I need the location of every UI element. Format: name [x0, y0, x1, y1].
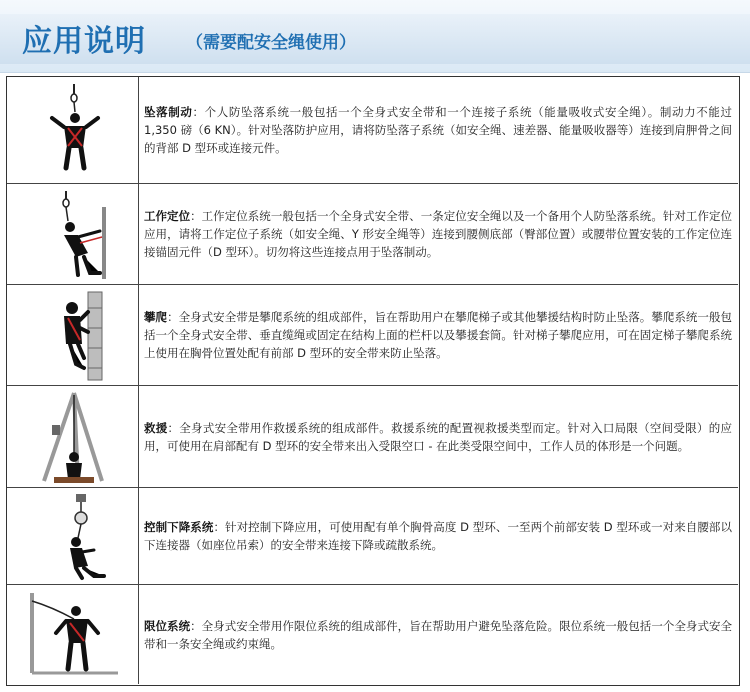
row-description: [144, 518, 732, 554]
row-term: 限位系统: [144, 618, 191, 633]
work-positioning-illustration-icon: [18, 187, 128, 282]
fall-arrest-illustration-icon: [18, 80, 128, 180]
climbing-illustration-icon: [18, 288, 128, 383]
table-row: [7, 285, 738, 386]
illustration-cell: [7, 585, 139, 684]
page-title: 应用说明: [22, 24, 146, 59]
row-text: ：全身式安全带用作限位系统的组成部件，旨在帮助用户避免坠落危险。限位系统一般包括一个全身式安全带和一条安全绳或约束绳。: [144, 618, 732, 651]
row-text: ：针对控制下降应用，可使用配有单个胸骨高度 D 型环、一至两个前部安装 D 型环或一对来自腰部以下连接器（如座位吊索）的安全带来连接下降或疏散系统。: [144, 520, 733, 552]
row-text: ：全身式安全带用作救援系统的组成部件。救援系统的配置视救援类型而定。针对入口局限（空间受限）的应用，可使用在肩部配有 D 型环的安全带来出入受限空口 - 在此类受限空间中，工作人员的体形是一个问题。: [144, 420, 732, 453]
row-text: ：个人防坠落系统一般包括一个全身式安全带和一个连接子系统（能量吸收式安全绳）。制动力不能过 1,350 磅（6 KN）。针对坠落防护应用，请将防坠落子系统（如安全绳、速差器、能量吸收器等）连接到肩胛骨之间的背部 D 型环或连接元件。: [144, 105, 733, 155]
illustration-cell: [7, 285, 139, 385]
table-row: [7, 386, 738, 488]
row-description: [144, 207, 732, 261]
description-cell: [144, 77, 732, 183]
page-subtitle: （需要配安全绳使用）: [186, 33, 356, 53]
row-term: 工作定位: [144, 209, 191, 223]
rescue-tripod-illustration-icon: [18, 389, 128, 485]
table-row: [7, 77, 738, 184]
row-description: [144, 617, 732, 653]
header-banner: [0, 0, 750, 73]
description-cell: [144, 488, 732, 584]
row-term: 控制下降系统: [144, 520, 214, 534]
controlled-descent-illustration-icon: [18, 490, 128, 582]
description-cell: [144, 585, 732, 684]
table-row: [7, 184, 738, 285]
table-row: [7, 585, 738, 684]
row-description: [144, 419, 732, 455]
illustration-cell: [7, 77, 139, 183]
row-description: [144, 103, 732, 157]
table-row: [7, 488, 738, 585]
description-cell: [144, 285, 732, 385]
illustration-cell: [7, 184, 139, 284]
application-table: [6, 76, 740, 686]
illustration-cell: [7, 488, 139, 584]
description-cell: [144, 386, 732, 487]
illustration-cell: [7, 386, 139, 487]
row-text: ：工作定位系统一般包括一个全身式安全带、一条定位安全绳以及一个备用个人防坠落系统。针对工作定位应用，请将工作定位子系统（如安全绳、Y 形安全绳等）连接到腰侧底部（臀部位置）或腰带位置安装的工作定位连接锚固元件（D 型环）。切勿将这些连接点用于坠落制动。: [144, 209, 732, 259]
row-term: 坠落制动: [144, 105, 193, 119]
row-description: [144, 308, 732, 362]
restraint-illustration-icon: [18, 589, 128, 681]
description-cell: [144, 184, 732, 284]
row-term: 攀爬: [144, 310, 168, 324]
row-term: 救援: [144, 420, 168, 435]
row-text: ：全身式安全带是攀爬系统的组成部件，旨在帮助用户在攀爬梯子或其他攀援结构时防止坠落。攀爬系统一般包括一个全身式安全带、垂直缆绳或固定在结构上面的栏杆以及攀援套筒。针对梯子攀爬应用，可在固定梯子攀爬系统上使用在胸骨位置处配有前部 D 型环的安全带来防止坠落。: [144, 310, 732, 360]
